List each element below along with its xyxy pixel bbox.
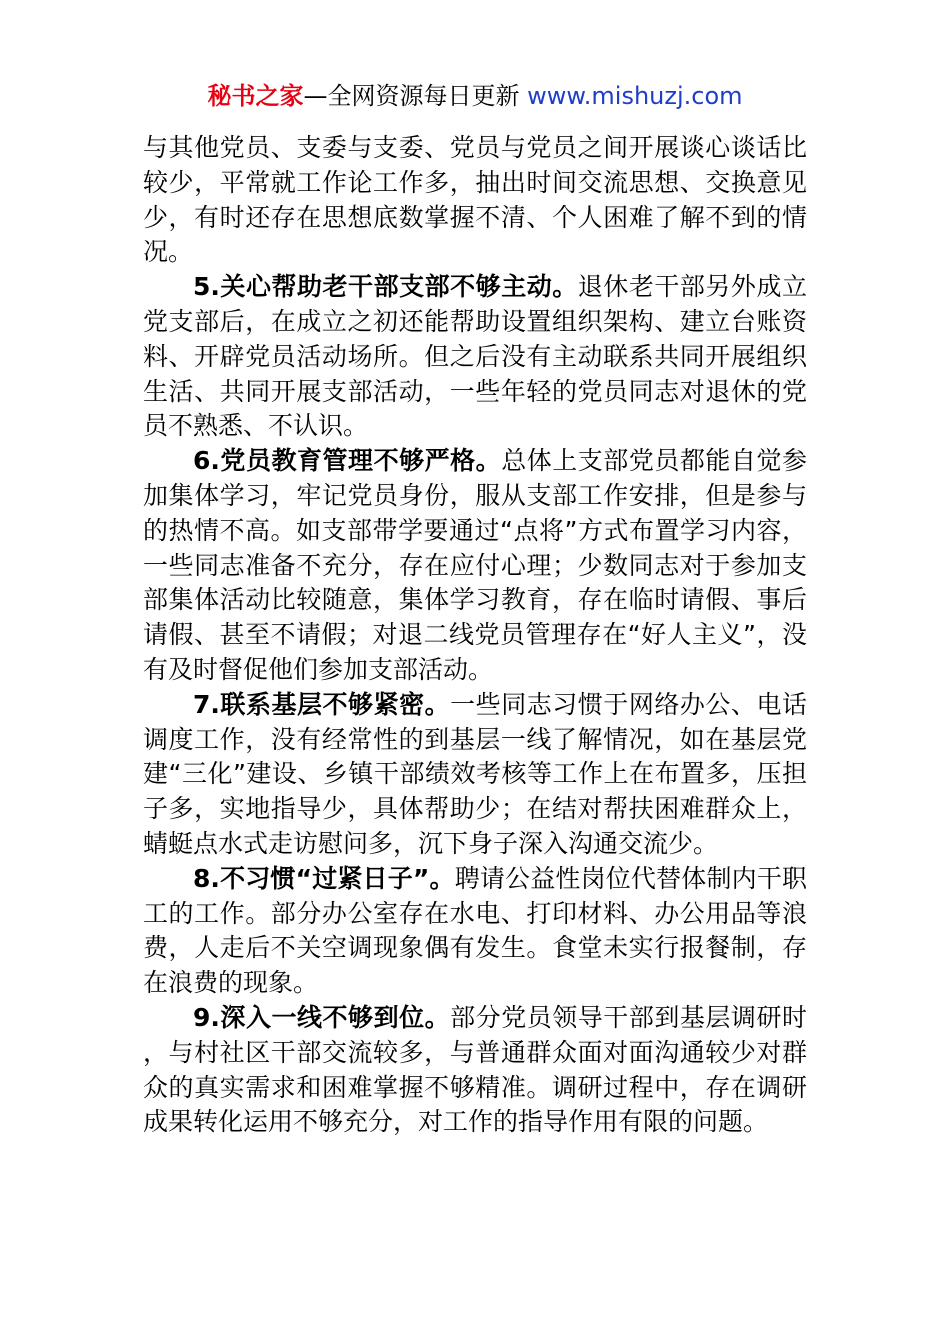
paragraph-text: 总体上支部党员都能自觉参加集体学习，牢记党员身份，服从支部工作安排，但是参与的热情不高。如支部带学要通过“点将”方式布置学习内容，一些同志准备不充分，存在应付心理；少数同志对于参加支部集体活动比较随意，集体学习教育，存在临时请假、事后请假、甚至不请假；对退二线党员管理存在“好人主义”，没有及时督促他们参加支部活动。 bbox=[143, 446, 807, 684]
paragraph-item-7 bbox=[143, 688, 807, 862]
paragraph-item-8 bbox=[143, 862, 807, 1001]
paragraph-heading: 5.关心帮助老干部支部不够主动。 bbox=[193, 272, 578, 302]
site-url-link[interactable]: www.mishuzj.com bbox=[527, 82, 743, 110]
paragraph-heading: 7.联系基层不够紧密。 bbox=[193, 689, 451, 719]
paragraph-item-5 bbox=[143, 270, 807, 444]
paragraph-text: 一些同志习惯于网络办公、电话调度工作，没有经常性的到基层一线了解情况，如在基层党建“三化”建设、乡镇干部绩效考核等工作上在布置多，压担子多，实地指导少，具体帮助少；在结对帮扶困难群众上，蜻蜓点水式走访慰问多，沉下身子深入沟通交流少。 bbox=[143, 689, 807, 858]
paragraph-item-6 bbox=[143, 444, 807, 688]
paragraph-continued bbox=[143, 131, 807, 270]
paragraph-heading: 8.不习惯“过紧日子”。 bbox=[193, 863, 455, 893]
page-header bbox=[0, 80, 950, 112]
paragraph-text: 退休老干部另外成立党支部后，在成立之初还能帮助设置组织架构、建立台账资料、开辟党员活动场所。但之后没有主动联系共同开展组织生活、共同开展支部活动，一些年轻的党员同志对退休的党员不熟悉、不认识。 bbox=[143, 272, 807, 441]
document-body bbox=[143, 131, 807, 1140]
site-slogan: —全网资源每日更新 bbox=[303, 82, 528, 110]
site-brand: 秘书之家 bbox=[207, 82, 304, 110]
paragraph-text: 聘请公益性岗位代替体制内干职工的工作。部分办公室存在水电、打印材料、办公用品等浪费，人走后不关空调现象偶有发生。食堂未实行报餐制，存在浪费的现象。 bbox=[143, 863, 807, 998]
paragraph-text: 与其他党员、支委与支委、党员与党员之间开展谈心谈话比较少，平常就工作论工作多，抽出时间交流思想、交换意见少，有时还存在思想底数掌握不清、个人困难了解不到的情况。 bbox=[143, 133, 807, 267]
paragraph-text: 部分党员领导干部到基层调研时，与村社区干部交流较多，与普通群众面对面沟通较少对群众的真实需求和困难掌握不够精准。调研过程中，存在调研成果转化运用不够充分，对工作的指导作用有限的问题。 bbox=[143, 1002, 807, 1137]
paragraph-heading: 9.深入一线不够到位。 bbox=[193, 1002, 451, 1032]
paragraph-heading: 6.党员教育管理不够严格。 bbox=[193, 446, 502, 476]
paragraph-item-9 bbox=[143, 1001, 807, 1140]
